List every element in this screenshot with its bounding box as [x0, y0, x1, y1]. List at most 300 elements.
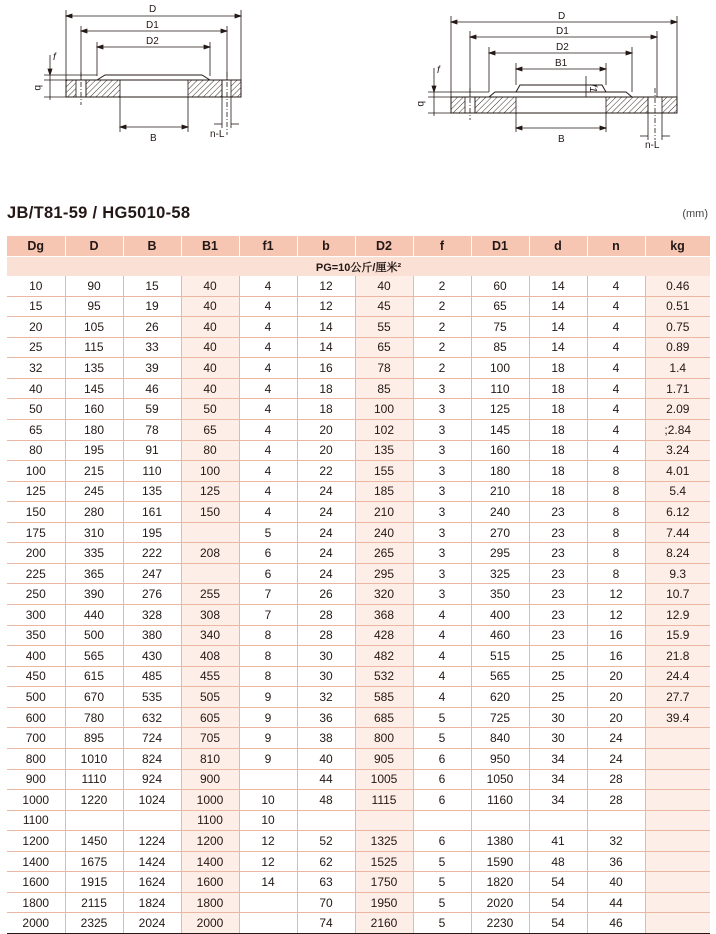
- table-cell: 28: [587, 790, 645, 811]
- table-cell: 8: [587, 461, 645, 482]
- table-cell: 1110: [65, 769, 123, 790]
- table-cell: 44: [587, 892, 645, 913]
- table-cell: 1600: [7, 872, 65, 893]
- table-cell: 22: [297, 461, 355, 482]
- table-cell: 28: [587, 769, 645, 790]
- table-cell: 340: [181, 625, 239, 646]
- table-cell: 34: [529, 790, 587, 811]
- table-cell: 100: [471, 358, 529, 379]
- table-cell: 2.09: [645, 399, 710, 420]
- table-cell: 39: [123, 358, 181, 379]
- table-cell: [413, 810, 471, 831]
- table-cell: 15: [123, 276, 181, 296]
- table-cell: 40: [181, 358, 239, 379]
- table-cell: 1115: [355, 790, 413, 811]
- table-row: [7, 707, 710, 728]
- table-cell: 900: [181, 769, 239, 790]
- table-cell: [645, 872, 710, 893]
- table-cell: [645, 769, 710, 790]
- table-cell: 310: [65, 522, 123, 543]
- table-cell: 24.4: [645, 666, 710, 687]
- table-cell: 30: [297, 646, 355, 667]
- table-cell: 605: [181, 707, 239, 728]
- table-cell: 335: [65, 543, 123, 564]
- table-cell: 4: [239, 440, 297, 461]
- table-cell: 18: [529, 378, 587, 399]
- table-cell: 5: [413, 851, 471, 872]
- table-cell: 8: [587, 543, 645, 564]
- table-cell: 270: [471, 522, 529, 543]
- flange-drawings: [0, 0, 716, 190]
- table-cell: 3: [413, 563, 471, 584]
- table-cell: 100: [355, 399, 413, 420]
- header-d: D: [65, 236, 123, 257]
- table-cell: 9: [239, 687, 297, 708]
- table-cell: 52: [297, 831, 355, 852]
- table-row: [7, 748, 710, 769]
- table-cell: 90: [65, 276, 123, 296]
- table-cell: 60: [471, 276, 529, 296]
- table-cell: 80: [181, 440, 239, 461]
- table-cell: 450: [7, 666, 65, 687]
- table-row: [7, 440, 710, 461]
- table-cell: 74: [297, 913, 355, 934]
- table-cell: 55: [355, 317, 413, 338]
- table-cell: 48: [529, 851, 587, 872]
- left-dim-B: B: [150, 133, 157, 144]
- table-cell: 6: [239, 563, 297, 584]
- table-body: [7, 276, 710, 934]
- table-cell: 1600: [181, 872, 239, 893]
- table-cell: 515: [471, 646, 529, 667]
- table-cell: 24: [297, 481, 355, 502]
- table-row: [7, 358, 710, 379]
- table-cell: [181, 563, 239, 584]
- table-cell: 40: [181, 378, 239, 399]
- table-cell: 15: [7, 296, 65, 317]
- table-cell: 3: [413, 461, 471, 482]
- table-row: [7, 646, 710, 667]
- table-cell: 1000: [181, 790, 239, 811]
- table-cell: 34: [529, 769, 587, 790]
- table-cell: 48: [297, 790, 355, 811]
- table-cell: 1200: [181, 831, 239, 852]
- table-cell: 0.75: [645, 317, 710, 338]
- table-cell: [645, 892, 710, 913]
- table-cell: 208: [181, 543, 239, 564]
- table-cell: 8: [587, 563, 645, 584]
- table-cell: 150: [181, 502, 239, 523]
- table-cell: 8: [239, 625, 297, 646]
- table-cell: 8: [587, 522, 645, 543]
- left-dim-D2: D2: [146, 36, 159, 47]
- table-cell: 482: [355, 646, 413, 667]
- table-cell: 40: [181, 337, 239, 358]
- table-cell: 20: [297, 440, 355, 461]
- table-cell: [645, 851, 710, 872]
- table-cell: 65: [355, 337, 413, 358]
- table-cell: 1590: [471, 851, 529, 872]
- table-cell: 1160: [471, 790, 529, 811]
- table-cell: 195: [65, 440, 123, 461]
- table-cell: 16: [297, 358, 355, 379]
- table-cell: 1820: [471, 872, 529, 893]
- table-cell: 2: [413, 276, 471, 296]
- table-cell: 78: [355, 358, 413, 379]
- table-cell: [645, 831, 710, 852]
- table-cell: 1100: [7, 810, 65, 831]
- table-cell: 4: [239, 399, 297, 420]
- table-cell: 20: [587, 687, 645, 708]
- table-cell: 1200: [7, 831, 65, 852]
- table-row: [7, 625, 710, 646]
- table-cell: 368: [355, 605, 413, 626]
- table-cell: 145: [65, 378, 123, 399]
- table-cell: 295: [471, 543, 529, 564]
- table-cell: 325: [471, 563, 529, 584]
- table-cell: 6.12: [645, 502, 710, 523]
- table-cell: 4: [413, 625, 471, 646]
- table-cell: 1675: [65, 851, 123, 872]
- table-cell: 85: [471, 337, 529, 358]
- table-cell: 5: [413, 913, 471, 934]
- table-cell: 350: [7, 625, 65, 646]
- table-cell: 1400: [7, 851, 65, 872]
- table-cell: 4: [239, 502, 297, 523]
- table-cell: 4: [587, 399, 645, 420]
- table-cell: 247: [123, 563, 181, 584]
- table-cell: 24: [297, 543, 355, 564]
- table-cell: 8: [239, 646, 297, 667]
- left-dim-D: D: [149, 4, 157, 15]
- table-cell: 1.4: [645, 358, 710, 379]
- table-cell: 265: [355, 543, 413, 564]
- table-cell: [587, 810, 645, 831]
- table-cell: 4: [239, 337, 297, 358]
- table-cell: 500: [65, 625, 123, 646]
- table-cell: 125: [7, 481, 65, 502]
- table-cell: 532: [355, 666, 413, 687]
- table-row: [7, 810, 710, 831]
- table-cell: 7: [239, 605, 297, 626]
- table-cell: 3: [413, 440, 471, 461]
- table-row: [7, 605, 710, 626]
- table-cell: 800: [7, 748, 65, 769]
- table-cell: 924: [123, 769, 181, 790]
- table-cell: 615: [65, 666, 123, 687]
- table-cell: 3: [413, 378, 471, 399]
- table-cell: 50: [181, 399, 239, 420]
- table-cell: 328: [123, 605, 181, 626]
- table-cell: [645, 728, 710, 749]
- table-cell: 40: [355, 276, 413, 296]
- header-f1: f1: [239, 236, 297, 257]
- table-cell: 1824: [123, 892, 181, 913]
- table-cell: 18: [297, 399, 355, 420]
- table-cell: 14: [529, 317, 587, 338]
- table-cell: 4: [587, 358, 645, 379]
- table-cell: 505: [181, 687, 239, 708]
- table-cell: 4: [239, 378, 297, 399]
- table-cell: 80: [7, 440, 65, 461]
- table-cell: 1915: [65, 872, 123, 893]
- table-cell: 160: [65, 399, 123, 420]
- table-cell: 1010: [65, 748, 123, 769]
- table-cell: 408: [181, 646, 239, 667]
- table-cell: 54: [529, 913, 587, 934]
- table-cell: 12: [297, 276, 355, 296]
- table-cell: 4: [239, 276, 297, 296]
- table-cell: 3: [413, 399, 471, 420]
- table-cell: 125: [181, 481, 239, 502]
- table-cell: 2000: [7, 913, 65, 934]
- table-cell: 725: [471, 707, 529, 728]
- table-row: [7, 831, 710, 852]
- table-row: [7, 317, 710, 338]
- table-cell: 0.46: [645, 276, 710, 296]
- table-cell: 4: [413, 646, 471, 667]
- table-cell: 20: [297, 419, 355, 440]
- table-cell: 240: [355, 522, 413, 543]
- table-cell: 32: [297, 687, 355, 708]
- table-cell: 350: [471, 584, 529, 605]
- table-cell: 9: [239, 748, 297, 769]
- table-cell: 240: [471, 502, 529, 523]
- table-cell: 115: [65, 337, 123, 358]
- table-cell: 14: [239, 872, 297, 893]
- table-row: [7, 419, 710, 440]
- table-cell: 1220: [65, 790, 123, 811]
- table-cell: 810: [181, 748, 239, 769]
- table-cell: 1624: [123, 872, 181, 893]
- right-dim-nL: n-L: [645, 140, 660, 151]
- table-cell: 632: [123, 707, 181, 728]
- table-cell: 565: [65, 646, 123, 667]
- table-cell: 40: [181, 317, 239, 338]
- table-cell: [645, 913, 710, 934]
- table-cell: 23: [529, 563, 587, 584]
- table-cell: 62: [297, 851, 355, 872]
- table-row: [7, 687, 710, 708]
- table-cell: 255: [181, 584, 239, 605]
- table-cell: 485: [123, 666, 181, 687]
- table-cell: 15.9: [645, 625, 710, 646]
- table-cell: 44: [297, 769, 355, 790]
- table-cell: 180: [471, 461, 529, 482]
- table-cell: 6: [413, 790, 471, 811]
- table-cell: 430: [123, 646, 181, 667]
- table-cell: 440: [65, 605, 123, 626]
- table-cell: 24: [587, 728, 645, 749]
- table-row: [7, 481, 710, 502]
- table-cell: 895: [65, 728, 123, 749]
- table-cell: 16: [587, 625, 645, 646]
- table-cell: [645, 810, 710, 831]
- table-cell: 1005: [355, 769, 413, 790]
- table-cell: 4: [587, 378, 645, 399]
- table-cell: 65: [181, 419, 239, 440]
- table-cell: 4.01: [645, 461, 710, 482]
- table-cell: 4: [587, 337, 645, 358]
- table-cell: 225: [7, 563, 65, 584]
- table-cell: 10.7: [645, 584, 710, 605]
- table-cell: 2: [413, 296, 471, 317]
- table-cell: 2020: [471, 892, 529, 913]
- table-cell: 900: [7, 769, 65, 790]
- table-cell: 2000: [181, 913, 239, 934]
- table-cell: 18: [529, 461, 587, 482]
- table-cell: 155: [355, 461, 413, 482]
- table-cell: 2024: [123, 913, 181, 934]
- table-row: [7, 892, 710, 913]
- table-cell: 222: [123, 543, 181, 564]
- table-cell: [239, 913, 297, 934]
- table-cell: 18: [529, 358, 587, 379]
- table-cell: 428: [355, 625, 413, 646]
- table-row: [7, 543, 710, 564]
- table-cell: 70: [297, 892, 355, 913]
- table-cell: 6: [413, 769, 471, 790]
- table-cell: 320: [355, 584, 413, 605]
- table-cell: 9: [239, 707, 297, 728]
- table-cell: 18: [297, 378, 355, 399]
- table-cell: 1800: [181, 892, 239, 913]
- table-cell: 23: [529, 605, 587, 626]
- table-cell: 30: [297, 666, 355, 687]
- table-cell: 23: [529, 625, 587, 646]
- table-cell: 40: [7, 378, 65, 399]
- table-cell: [239, 892, 297, 913]
- table-cell: 276: [123, 584, 181, 605]
- header-kg: kg: [645, 236, 710, 257]
- table-cell: 105: [65, 317, 123, 338]
- table-cell: 85: [355, 378, 413, 399]
- header-dg: Dg: [7, 236, 65, 257]
- table-cell: 180: [65, 419, 123, 440]
- table-cell: 245: [65, 481, 123, 502]
- table-cell: 455: [181, 666, 239, 687]
- table-cell: 535: [123, 687, 181, 708]
- table-cell: 75: [471, 317, 529, 338]
- table-cell: 30: [529, 707, 587, 728]
- table-cell: ;2.84: [645, 419, 710, 440]
- table-cell: [297, 810, 355, 831]
- table-cell: 135: [123, 481, 181, 502]
- table-cell: 600: [7, 707, 65, 728]
- table-cell: 160: [471, 440, 529, 461]
- table-cell: 135: [355, 440, 413, 461]
- right-dim-D2: D2: [556, 42, 569, 53]
- table-cell: 25: [529, 687, 587, 708]
- table-cell: 32: [7, 358, 65, 379]
- table-cell: 215: [65, 461, 123, 482]
- right-flange-drawing: [428, 16, 677, 140]
- table-row: [7, 872, 710, 893]
- table-cell: 1000: [7, 790, 65, 811]
- table-cell: 23: [529, 543, 587, 564]
- table-cell: 5: [413, 872, 471, 893]
- table-cell: 45: [355, 296, 413, 317]
- table-cell: 46: [123, 378, 181, 399]
- header-n: n: [587, 236, 645, 257]
- table-cell: 14: [529, 296, 587, 317]
- table-cell: 4: [413, 687, 471, 708]
- table-cell: 32: [587, 831, 645, 852]
- table-cell: 620: [471, 687, 529, 708]
- table-cell: 5: [413, 707, 471, 728]
- table-cell: 40: [181, 276, 239, 296]
- table-cell: 280: [65, 502, 123, 523]
- table-cell: 25: [529, 646, 587, 667]
- table-cell: 2: [413, 337, 471, 358]
- table-cell: 724: [123, 728, 181, 749]
- table-row: [7, 728, 710, 749]
- table-cell: 100: [181, 461, 239, 482]
- table-cell: 4: [239, 317, 297, 338]
- table-cell: 700: [7, 728, 65, 749]
- table-cell: 36: [587, 851, 645, 872]
- table-cell: 1800: [7, 892, 65, 913]
- table-cell: 6: [413, 831, 471, 852]
- table-row: [7, 378, 710, 399]
- table-cell: 33: [123, 337, 181, 358]
- table-cell: 3: [413, 419, 471, 440]
- table-cell: 2: [413, 317, 471, 338]
- table-cell: 100: [7, 461, 65, 482]
- table-cell: 78: [123, 419, 181, 440]
- table-row: [7, 851, 710, 872]
- table-cell: 23: [529, 584, 587, 605]
- table-cell: 46: [587, 913, 645, 934]
- table-cell: 18: [529, 399, 587, 420]
- left-dim-D1: D1: [146, 20, 159, 31]
- table-cell: 25: [529, 666, 587, 687]
- table-cell: 145: [471, 419, 529, 440]
- table-row: [7, 337, 710, 358]
- table-cell: 5: [413, 892, 471, 913]
- table-cell: 7.44: [645, 522, 710, 543]
- header-b-thickness: b: [297, 236, 355, 257]
- table-row: [7, 563, 710, 584]
- table-cell: 3: [413, 481, 471, 502]
- table-cell: [123, 810, 181, 831]
- table-cell: 2230: [471, 913, 529, 934]
- table-cell: 800: [355, 728, 413, 749]
- table-row: [7, 276, 710, 296]
- table-cell: 705: [181, 728, 239, 749]
- table-cell: 110: [123, 461, 181, 482]
- header-d1: D1: [471, 236, 529, 257]
- table-cell: 25: [7, 337, 65, 358]
- table-cell: 20: [587, 707, 645, 728]
- table-cell: 460: [471, 625, 529, 646]
- table-cell: 65: [471, 296, 529, 317]
- table-cell: 8: [239, 666, 297, 687]
- flange-dimension-table: [7, 236, 711, 934]
- table-cell: 1450: [65, 831, 123, 852]
- table-cell: 10: [239, 790, 297, 811]
- table-cell: 110: [471, 378, 529, 399]
- table-cell: 175: [7, 522, 65, 543]
- table-cell: 150: [7, 502, 65, 523]
- table-cell: 300: [7, 605, 65, 626]
- table-cell: 585: [355, 687, 413, 708]
- table-cell: 3: [413, 584, 471, 605]
- table-cell: 161: [123, 502, 181, 523]
- table-cell: 5: [239, 522, 297, 543]
- unit-label: (mm): [682, 208, 708, 220]
- table-header-row: [7, 236, 710, 257]
